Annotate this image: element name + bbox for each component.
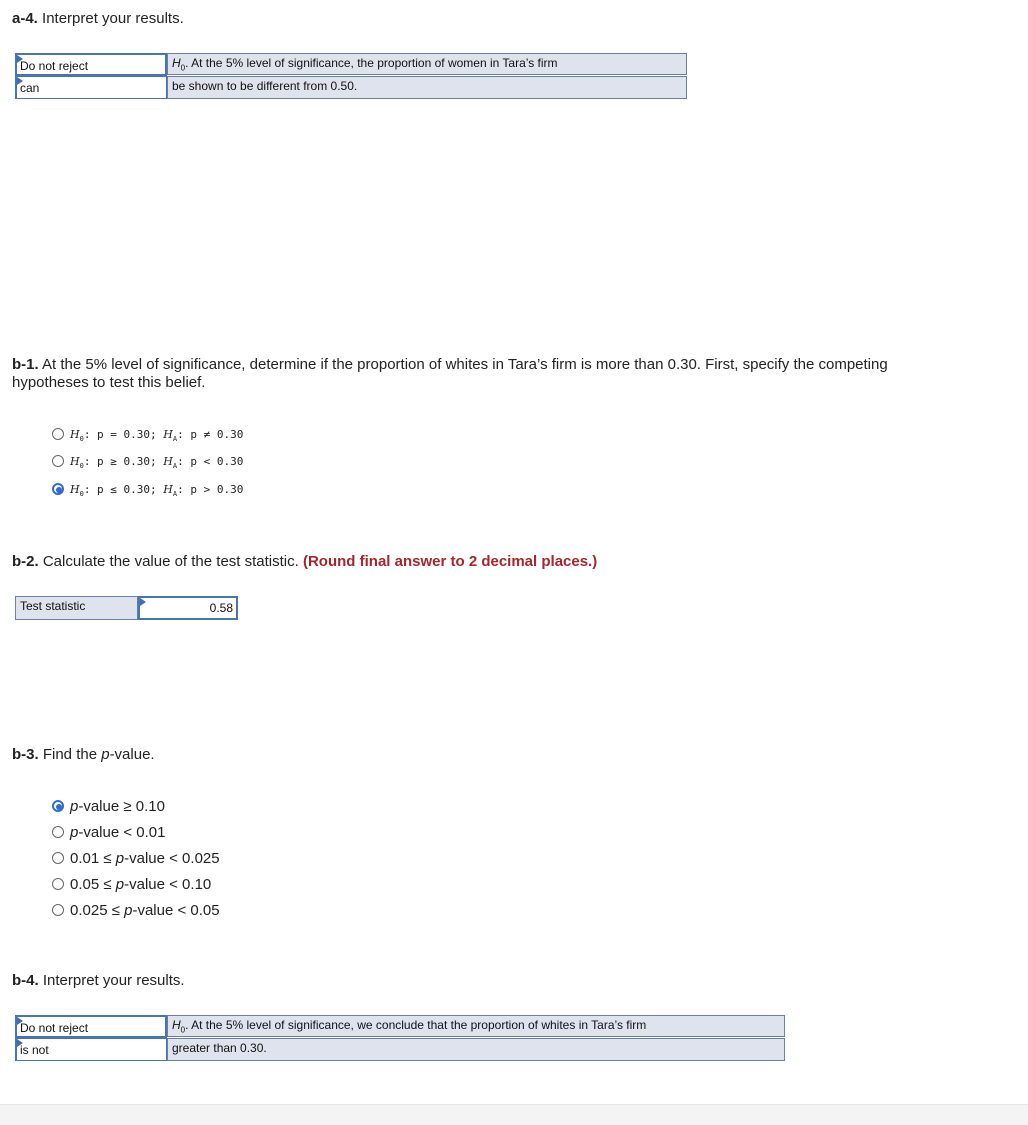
a4-dropdown-marker-icon — [17, 55, 23, 63]
a4-dropdown2-marker-icon — [17, 77, 23, 85]
b4-statement-text2: greater than 0.30. — [172, 1041, 267, 1055]
b4-heading — [12, 972, 185, 990]
b3-opt4-p: p — [124, 902, 133, 919]
b3-heading-post: -value. — [109, 746, 155, 763]
b2-heading-text: Calculate the value of the test statistic. — [42, 553, 299, 570]
b4-statement-line2 — [167, 1038, 785, 1061]
b1-opt2-end: : p > 0.30 — [177, 483, 244, 496]
b1-heading — [12, 356, 1012, 392]
a4-answer-table — [15, 53, 687, 99]
b1-opt0-hasub: A — [172, 435, 178, 444]
a4-heading-label: a-4. — [12, 10, 38, 27]
b1-opt0-end: : p ≠ 0.30 — [177, 428, 244, 441]
b1-opt1-h0: H — [70, 455, 80, 468]
b1-opt0-h0: H — [70, 428, 80, 441]
b1-heading-text: At the 5% level of significance, determine if the proportion of whites in Tara’s firm is more than 0.30. First, specify the competing — [42, 356, 888, 373]
b4-heading-text: Interpret your results. — [42, 972, 185, 989]
b1-opt2-hasub: A — [172, 490, 178, 499]
b3-opt4-pre: 0.025 ≤ — [70, 902, 125, 919]
b3-opt3-post: -value < 0.10 — [124, 876, 212, 893]
b2-heading — [12, 553, 597, 571]
b1-opt1-h0sub: 0 — [79, 462, 84, 471]
b1-opt0-ha: H — [163, 428, 173, 441]
b1-opt2-ha: H — [163, 483, 173, 496]
b1-opt1-mid: : p ≥ 0.30; — [83, 455, 164, 468]
b3-opt2-post: -value < 0.025 — [124, 850, 220, 867]
b3-opt3-p: p — [115, 876, 125, 893]
a4-statement-line1 — [167, 53, 687, 75]
a4-h0-sub: 0 — [180, 63, 186, 73]
a4-heading — [12, 10, 184, 28]
b3-opt4-post: -value < 0.05 — [132, 902, 220, 919]
b3-opt0-post: -value ≥ 0.10 — [78, 798, 165, 815]
b1-opt2-mid: : p ≤ 0.30; — [83, 483, 164, 496]
b1-option-1-text — [70, 455, 243, 470]
a4-decision-dropdown[interactable] — [15, 53, 167, 76]
b2-answer-table — [15, 596, 238, 620]
b2-input-marker-icon — [140, 598, 146, 606]
b4-statement-text1: . At the 5% level of significance, we conclude that the proportion of whites in Tara’s firm — [185, 1018, 647, 1032]
b1-radio-2[interactable] — [52, 483, 64, 495]
b3-opt1-post: -value < 0.01 — [78, 824, 166, 841]
b4-dropdown-marker-icon — [17, 1017, 23, 1025]
b3-option-3-text — [70, 876, 211, 893]
b1-heading-label: b-1. — [12, 356, 39, 373]
b3-option-0-text — [70, 798, 165, 815]
b3-opt2-pre: 0.01 ≤ — [70, 850, 116, 867]
a4-statement-text2: be shown to be different from 0.50. — [172, 79, 358, 93]
b3-radio-2[interactable] — [52, 852, 64, 864]
b2-heading-label: b-2. — [12, 553, 39, 570]
b2-field-value: 0.58 — [209, 601, 233, 615]
b1-opt1-ha: H — [163, 455, 173, 468]
a4-statement-text1: . At the 5% level of significance, the proportion of women in Tara’s firm — [185, 56, 558, 70]
a4-can-dropdown[interactable] — [15, 76, 167, 99]
b3-radio-3[interactable] — [52, 878, 64, 890]
a4-decision-value: Do not reject — [20, 59, 89, 73]
b2-field-label: Test statistic — [15, 596, 138, 620]
a4-h0-symbol: H — [172, 56, 181, 70]
b1-opt0-h0sub: 0 — [79, 435, 84, 444]
b1-opt0-mid: : p = 0.30; — [83, 428, 164, 441]
b4-heading-label: b-4. — [12, 972, 39, 989]
b1-radio-1[interactable] — [52, 455, 64, 467]
bottom-bar — [0, 1104, 1028, 1125]
b4-h0-symbol: H — [172, 1018, 181, 1032]
b4-isnot-value: is not — [20, 1043, 49, 1057]
b3-radio-0[interactable] — [52, 800, 64, 812]
b1-heading-text2: hypotheses to test this belief. — [12, 374, 206, 391]
b3-heading-p: p — [101, 746, 110, 763]
a4-statement-line2 — [167, 76, 687, 99]
b3-radio-1[interactable] — [52, 826, 64, 838]
b3-heading — [12, 746, 155, 764]
b1-opt1-end: : p < 0.30 — [177, 455, 244, 468]
b1-option-2-text — [70, 483, 243, 498]
b3-option-1-text — [70, 824, 166, 841]
b3-option-2-text — [70, 850, 220, 867]
b3-radio-4[interactable] — [52, 904, 64, 916]
b4-h0-sub: 0 — [180, 1025, 186, 1035]
b4-decision-value: Do not reject — [20, 1021, 89, 1035]
b1-opt1-hasub: A — [172, 462, 178, 471]
b4-dropdown2-marker-icon — [17, 1039, 23, 1047]
b3-opt0-p: p — [70, 798, 79, 815]
b4-statement-line1 — [167, 1015, 785, 1037]
b2-heading-emph: (Round final answer to 2 decimal places.) — [302, 553, 598, 570]
b3-heading-pre: Find the — [42, 746, 102, 763]
b1-opt2-h0: H — [70, 483, 80, 496]
b3-opt2-p: p — [115, 850, 125, 867]
b3-opt1-p: p — [70, 824, 79, 841]
b2-test-statistic-input[interactable] — [138, 596, 238, 620]
b4-decision-dropdown[interactable] — [15, 1015, 167, 1038]
b3-option-4-text — [70, 902, 220, 919]
b1-opt2-h0sub: 0 — [79, 490, 84, 499]
a4-can-value: can — [20, 81, 40, 95]
a4-heading-text: Interpret your results. — [42, 10, 184, 27]
b3-heading-label: b-3. — [12, 746, 39, 763]
b4-isnot-dropdown[interactable] — [15, 1038, 167, 1061]
b3-opt3-pre: 0.05 ≤ — [70, 876, 116, 893]
b1-radio-0[interactable] — [52, 428, 64, 440]
b1-option-0-text — [70, 428, 243, 443]
b4-answer-table — [15, 1015, 785, 1061]
